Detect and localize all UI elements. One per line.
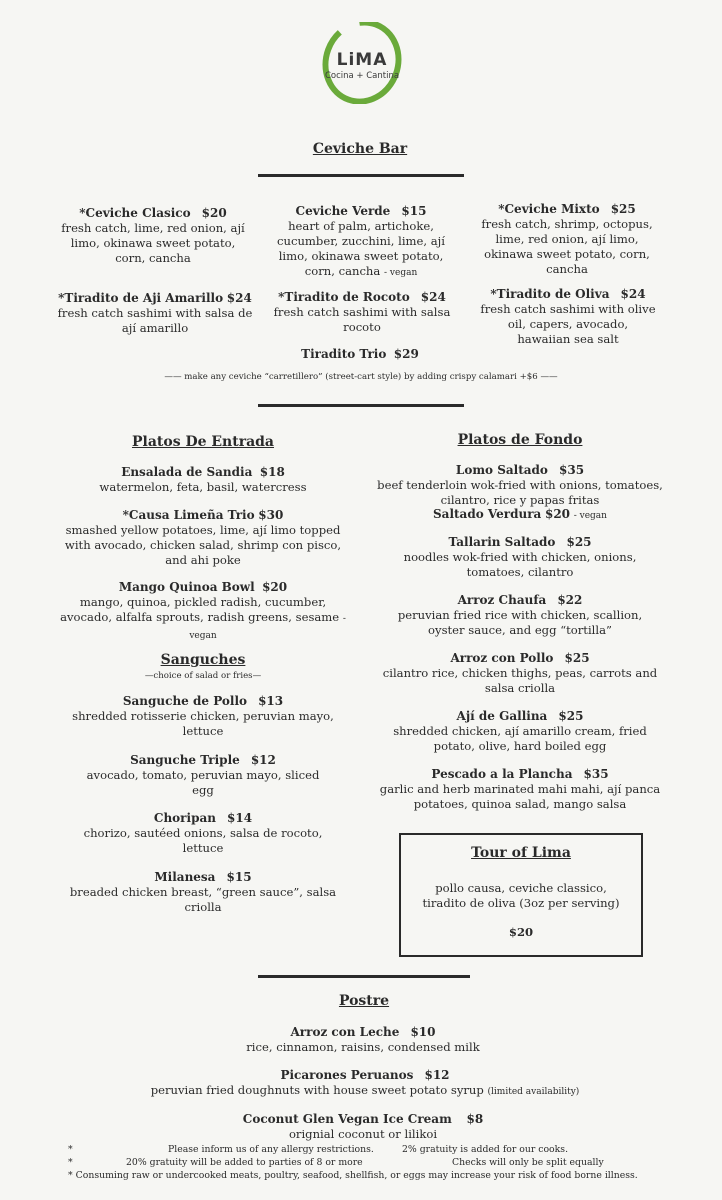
postre-heading: Postre	[338, 993, 390, 1009]
tour-box	[399, 833, 643, 957]
menu-item: Mango Quinoa Bowl $20 mango, quinoa, pickled radish, cucumber, avocado, alfalfa sprouts, radish greens, sesame - vegan	[60, 580, 346, 641]
menu-item: Tallarin Saltado $25 noodles wok-fried with chicken, onions, tomatoes, cilantro	[403, 535, 637, 579]
menu-item: *Causa Limeña Trio $30 smashed yellow potatoes, lime, ají limo topped with avocado, chicken salad, shrimp con pisco, and ahi poke	[64, 508, 342, 567]
menu-item: Ceviche Verde $15 heart of palm, artichoke, cucumber, zucchini, lime, ají limo, okinawa sweet potato, corn, cancha - vegan	[277, 204, 445, 278]
menu-item: Saltado Verdura $20 - vegan	[433, 507, 607, 521]
menu-item: *Ceviche Mixto $25 fresh catch, shrimp, octopus, lime, red onion, ají limo, okinawa sweet potato, corn, cancha	[481, 202, 653, 276]
menu-item: *Tiradito de Rocoto $24 fresh catch sashimi with salsa rocoto	[273, 290, 451, 334]
menu-item: Tiradito Trio $29	[301, 347, 419, 361]
menu-item: *Tiradito de Oliva $24 fresh catch sashimi with olive oil, capers, avocado, hawaiian sea salt	[480, 287, 656, 346]
entrada-heading: Platos De Entrada	[131, 434, 275, 450]
footer-gratuity: 20% gratuity will be added to parties of 8 or more	[126, 1157, 363, 1168]
divider	[258, 404, 464, 407]
menu-item: Sanguche de Pollo $13 shredded rotisserie chicken, peruvian mayo, lettuce	[72, 694, 334, 738]
menu-item: Arroz con Leche $10 rice, cinnamon, raisins, condensed milk	[246, 1025, 480, 1054]
tour-desc: pollo causa, ceviche classico, tiradito de oliva (3oz per serving)	[422, 881, 620, 910]
menu-item: Milanesa $15 breaded chicken breast, “green sauce”, salsa criolla	[69, 870, 337, 914]
logo-tagline: Cocina + Cantina	[324, 71, 400, 81]
menu-item: Sanguche Triple $12 avocado, tomato, peruvian mayo, sliced egg	[86, 753, 320, 797]
footer-consuming: * Consuming raw or undercooked meats, poultry, seafood, shellfish, or eggs may increase your risk of food borne illness.	[68, 1170, 638, 1181]
ceviche-bar-heading: Ceviche Bar	[312, 141, 408, 157]
logo	[309, 22, 415, 104]
menu-item: Coconut Glen Vegan Ice Cream $8 orignial coconut or lilikoi	[242, 1112, 484, 1141]
footer-allergy: Please inform us of any allergy restrictions.	[168, 1144, 374, 1155]
tour-price: $20	[508, 925, 534, 939]
sanguches-sub: —choice of salad or fries—	[144, 671, 262, 681]
ceviche-note: —— make any ceviche “carretillero” (street-cart style) by adding crispy calamari +$6 ——	[164, 372, 558, 382]
menu-item: *Ceviche Clasico $20 fresh catch, lime, red onion, ají limo, okinawa sweet potato, corn, cancha	[61, 206, 245, 265]
menu-item: Arroz con Pollo $25 cilantro rice, chicken thighs, peas, carrots and salsa criolla	[382, 651, 658, 695]
menu-item: Ají de Gallina $25 shredded chicken, ají amarillo cream, fried potato, olive, hard boiled egg	[393, 709, 647, 753]
logo-name: LiMA	[336, 50, 388, 70]
menu-item: Choripan $14 chorizo, sautéed onions, salsa de rocoto, lettuce	[83, 811, 323, 855]
menu-item: Lomo Saltado $35 beef tenderloin wok-fried with onions, tomatoes, cilantro, rice y papas fritas	[377, 463, 663, 507]
divider	[258, 975, 470, 978]
menu-item: Picarones Peruanos $12 peruvian fried doughnuts with house sweet potato syrup (limited availability)	[150, 1068, 580, 1097]
menu-item: *Tiradito de Aji Amarillo $24 fresh catch sashimi with salsa de ají amarillo	[57, 291, 253, 335]
fondo-heading: Platos de Fondo	[457, 432, 583, 448]
divider	[258, 174, 464, 177]
menu-item: Pescado a la Plancha $35 garlic and herb marinated mahi mahi, ají panca potatoes, quinoa salad, mango salsa	[379, 767, 661, 811]
footer-notes: * Please inform us of any allergy restrictions. 2% gratuity is added for our cooks. * 20% gratuity will be added to parties of 8 or more Checks will only be split equally * Consuming raw or undercooked meats, poultry, seafood, shellfish, or eggs may increase your risk of food borne illness.	[68, 1144, 638, 1181]
footer-checks: Checks will only be split equally	[452, 1157, 604, 1168]
menu-item: Arroz Chaufa $22 peruvian fried rice with chicken, scallion, oyster sauce, and egg “tortilla”	[397, 593, 643, 637]
sanguches-heading: Sanguches	[160, 652, 246, 668]
tour-heading: Tour of Lima	[471, 845, 571, 861]
menu-item: Ensalada de Sandia $18 watermelon, feta, basil, watercress	[99, 465, 307, 494]
footer-cooks: 2% gratuity is added for our cooks.	[402, 1144, 569, 1155]
